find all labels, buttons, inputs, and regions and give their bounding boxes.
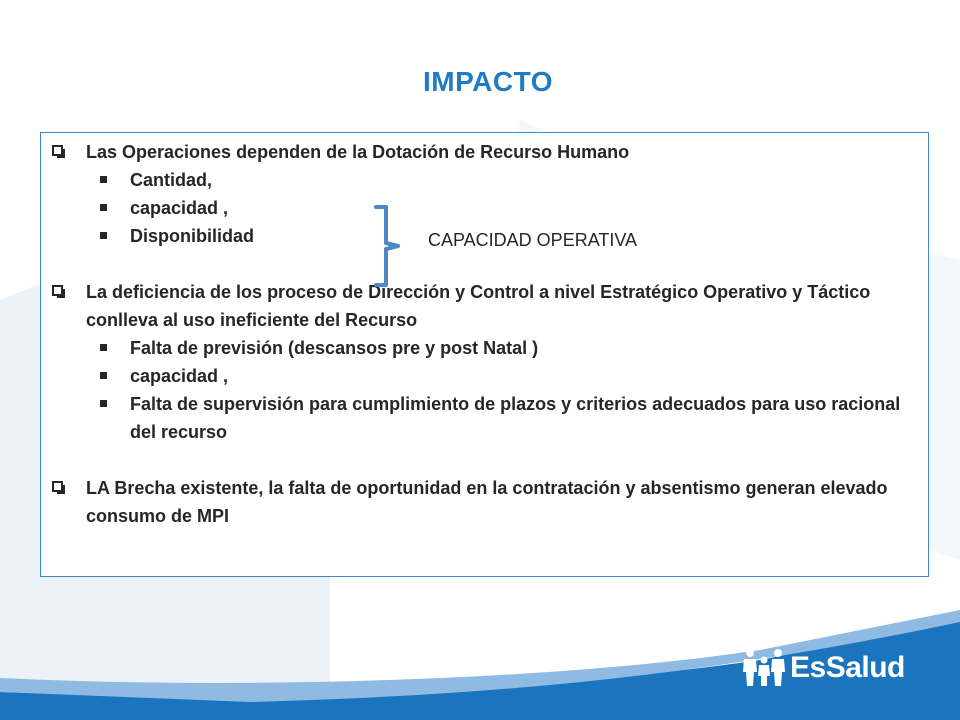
checkbox-bullet-icon — [52, 145, 63, 156]
sub-bullet-item — [48, 390, 918, 446]
square-bullet-icon — [100, 176, 107, 183]
sub-bullet-item — [48, 194, 918, 222]
sub-bullet-list — [48, 334, 918, 446]
square-bullet-icon — [100, 232, 107, 239]
sub-bullet-text: Falta de previsión (descansos pre y post Natal ) — [130, 338, 539, 358]
family-figures-icon — [742, 648, 786, 688]
sub-bullet-text: Disponibilidad — [130, 226, 254, 246]
sub-bullet-text: capacidad , — [130, 366, 229, 386]
sub-bullet-item — [48, 166, 918, 194]
main-bullet-text: La deficiencia de los proceso de Dirección y Control a nivel Estratégico Operativo y Táctico conlleva al uso ineficiente del Recurso — [86, 282, 871, 330]
main-bullet-item — [48, 278, 918, 334]
sub-bullet-item — [48, 334, 918, 362]
square-bullet-icon — [100, 204, 107, 211]
main-bullet-item — [48, 474, 918, 530]
capacity-label: CAPACIDAD OPERATIVA — [428, 230, 638, 250]
square-bullet-icon — [100, 400, 107, 407]
right-brace-icon — [370, 203, 410, 289]
sub-bullet-text: Falta de supervisión para cumplimiento de plazos y criterios adecuados para uso racional del recurso — [130, 394, 901, 442]
checkbox-bullet-icon — [52, 285, 63, 296]
square-bullet-icon — [100, 344, 107, 351]
square-bullet-icon — [100, 372, 107, 379]
sub-bullet-text: Cantidad, — [130, 170, 213, 190]
checkbox-bullet-icon — [52, 481, 63, 492]
sub-bullet-text: capacidad , — [130, 198, 229, 218]
main-bullet-item — [48, 138, 918, 166]
slide-title: IMPACTO — [422, 66, 554, 97]
content-text — [48, 138, 918, 530]
logo-text: EsSalud — [790, 651, 905, 684]
sub-bullet-item — [48, 362, 918, 390]
main-bullet-text: Las Operaciones dependen de la Dotación de Recurso Humano — [86, 142, 630, 162]
section-deficiencia — [48, 278, 918, 446]
section-brecha — [48, 474, 918, 530]
essalud-logo — [742, 648, 905, 688]
main-bullet-text: LA Brecha existente, la falta de oportunidad en la contratación y absentismo generan elevado consumo de MPI — [86, 478, 888, 526]
